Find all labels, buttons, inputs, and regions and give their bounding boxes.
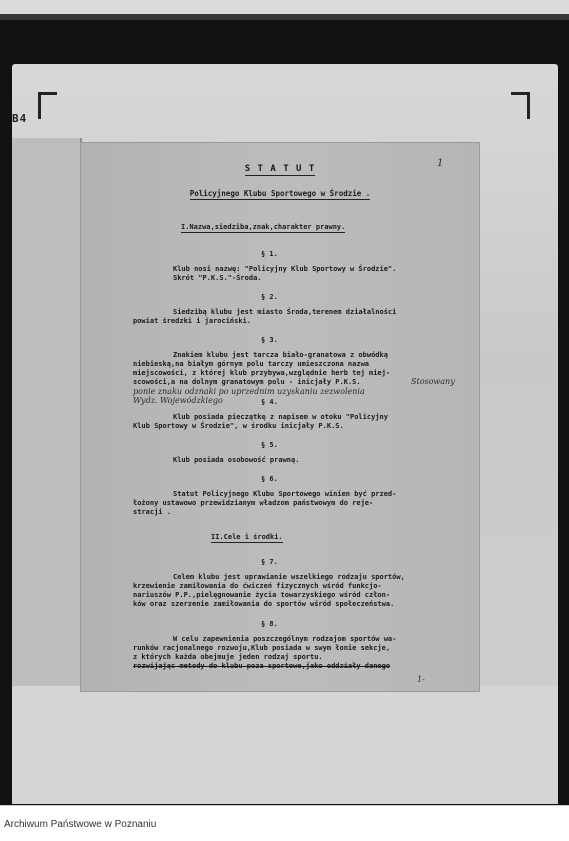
paragraph-6-mark: § 6. <box>261 475 278 483</box>
paragraph-7-line-3: nariuszów P.P.,pielęgnowanie życia towarzyskiego wśród człon- <box>133 591 391 599</box>
paragraph-8-line-2: runków racjonalnego rozwoju,Klub posiada w swym łonie sekcje, <box>133 644 391 652</box>
paragraph-6-line-1: Statut Policyjnego Klubu Sportowego winien być przed- <box>173 490 397 498</box>
paragraph-3-line-3: miejscowości, z której klub przybywa,względnie herb tej miej- <box>133 369 391 377</box>
handwritten-note-1: Stosowany <box>411 377 455 386</box>
crop-mark-top-right <box>511 92 530 119</box>
paragraph-4-line-2: Klub Sportowy w Środzie", w środku inicjały P.K.S. <box>133 422 344 430</box>
document-subtitle: Policyjnego Klubu Sportowego w Środzie . <box>189 189 371 198</box>
handwritten-note-3: Wydz. Wojewódzkiego <box>133 396 223 405</box>
paragraph-3-line-1: Znakiem klubu jest tarcza biało-granatowa z obwódką <box>173 351 388 359</box>
lower-paper-area <box>12 686 558 804</box>
paragraph-1-mark: § 1. <box>261 250 278 258</box>
paragraph-8-line-1: W celu zapewnienia poszczególnym rodzajom sportów wa- <box>173 635 397 643</box>
paragraph-6-line-2: łożony ustawowo przewidzianym władzom państwowym do reje- <box>133 499 374 507</box>
paragraph-3-mark: § 3. <box>261 336 278 344</box>
paragraph-8-line-3: z których każda obejmuje jeden rodzaj sportu. <box>133 653 323 661</box>
archive-name: Archiwum Państwowe w Poznaniu <box>4 819 157 830</box>
paragraph-1-line-1: Klub nosi nazwę: "Policyjny Klub Sportowy w Środzie". <box>173 265 397 273</box>
paragraph-7-line-1: Celem klubu jest uprawianie wszelkiego rodzaju sportów, <box>173 573 405 581</box>
page-mark: 1- <box>417 675 425 684</box>
scanned-document <box>12 64 558 804</box>
paragraph-2-mark: § 2. <box>261 293 278 301</box>
paragraph-2-line-2: powiat średzki i jarociński. <box>133 317 252 325</box>
paragraph-7-mark: § 7. <box>261 558 278 566</box>
page-number: 1 <box>437 158 444 169</box>
paragraph-4-mark: § 4. <box>261 398 278 406</box>
top-toolbar-strip <box>0 0 569 14</box>
paragraph-8-line-4: rozwijając metody do klubu poza sportowe,jako oddziały danego <box>133 662 391 670</box>
handwritten-note-2: ponie znaku odznaki po uprzednim uzyskaniu zezwolenia <box>133 387 365 396</box>
paragraph-3-line-2: niebieską,na białym górnym polu tarczy umieszczona nazwa <box>133 360 370 368</box>
paragraph-1-line-2: Skrót "P.K.S."-Środa. <box>173 274 262 282</box>
sheet-label: B4 <box>12 112 28 125</box>
crop-mark-top-left <box>38 92 57 119</box>
paragraph-5-line-1: Klub posiada osobowość prawną. <box>173 456 300 464</box>
document-title: S T A T U T <box>244 164 316 174</box>
paragraph-4-line-1: Klub posiada pieczątkę z napisem w otoku "Policyjny <box>173 413 388 421</box>
scan-viewer <box>0 20 569 805</box>
paragraph-2-line-1: Siedzibą klubu jest miasto Środa,terenem działalności <box>173 308 397 316</box>
binding-strip <box>12 138 82 686</box>
document-page <box>80 142 480 692</box>
section-1-heading: I.Nazwa,siedziba,znak,charakter prawny. <box>181 223 346 231</box>
paragraph-6-line-3: stracji . <box>133 508 171 516</box>
paragraph-3-line-4: scowości,a na dolnym granatowym polu - inicjały P.K.S. <box>133 378 361 386</box>
section-2-heading: II.Cele i środki. <box>211 533 283 541</box>
paragraph-7-line-4: ków oraz szerzenie zamiłowania do sportów wśród społeczeństwa. <box>133 600 395 608</box>
paragraph-8-mark: § 8. <box>261 620 278 628</box>
archive-footer <box>0 805 569 841</box>
paragraph-7-line-2: krzewienie zamiłowania do ćwiczeń fizycznych wśród funkcjo- <box>133 582 382 590</box>
paragraph-5-mark: § 5. <box>261 441 278 449</box>
